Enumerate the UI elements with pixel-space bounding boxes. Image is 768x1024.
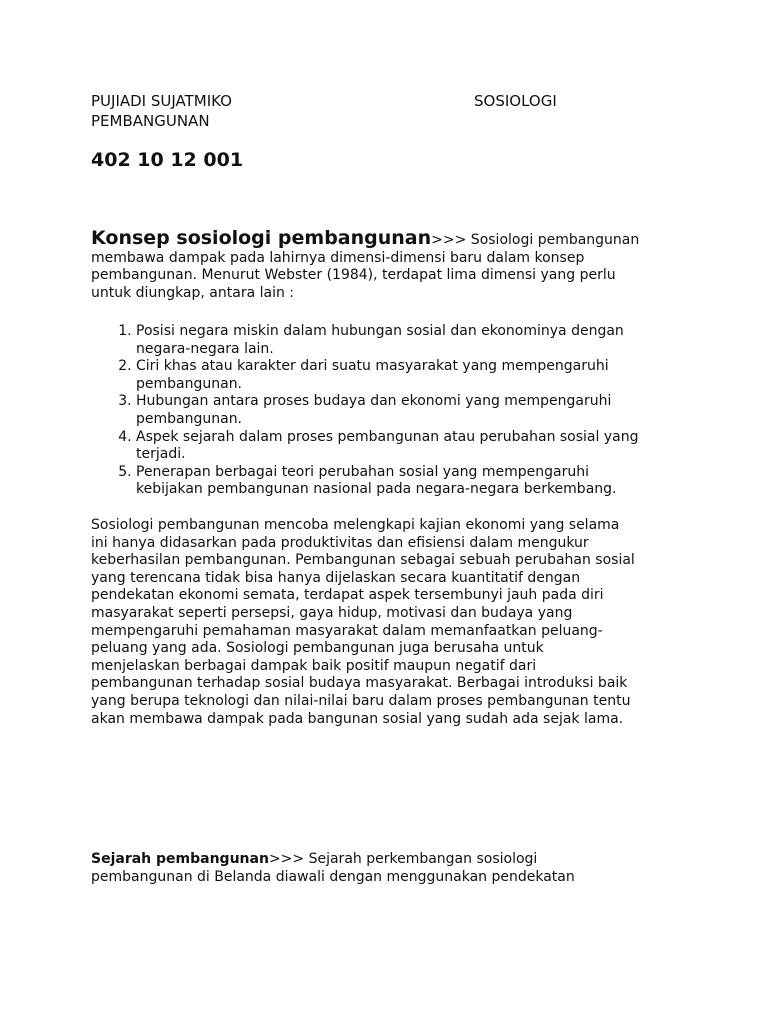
list-item-text: negara-negara lain. bbox=[136, 340, 274, 357]
body-paragraph bbox=[91, 517, 691, 728]
dimensions-list bbox=[91, 323, 691, 499]
paragraph-line: Sosiologi pembangunan mencoba melengkapi kajian ekonomi yang selama bbox=[91, 517, 620, 533]
paragraph-line: pembangunan di Belanda diawali dengan menggunakan pendekatan bbox=[91, 868, 575, 885]
heading-arrow: >>> bbox=[268, 851, 305, 867]
list-item bbox=[136, 358, 691, 393]
section-history bbox=[91, 851, 691, 886]
list-item bbox=[136, 393, 691, 428]
intro-line: membawa dampak pada lahirnya dimensi-dimensi baru dalam konsep bbox=[91, 249, 585, 266]
paragraph-line: yang berupa teknologi dan nilai-nilai baru dalam proses pembangunan tentu bbox=[91, 692, 631, 709]
list-item-text: Penerapan berbagai teori perubahan sosial yang mempengaruhi bbox=[136, 463, 589, 480]
list-item-text: pembangunan. bbox=[136, 410, 243, 427]
list-item bbox=[136, 429, 691, 464]
list-item-text: terjadi. bbox=[136, 446, 186, 463]
list-item bbox=[136, 464, 691, 499]
paragraph-line: peluang yang ada. Sosiologi pembangunan juga berusaha untuk bbox=[91, 640, 544, 657]
paragraph-line: akan membawa dampak pada bangunan sosial yang sudah ada sejak lama. bbox=[91, 710, 624, 727]
header-row bbox=[91, 92, 691, 110]
intro-line: pembangunan. Menurut Webster (1984), terdapat lima dimensi yang perlu bbox=[91, 267, 616, 284]
intro-line: Sosiologi pembangunan bbox=[466, 232, 640, 248]
list-item-text: Hubungan antara proses budaya dan ekonomi yang mempengaruhi bbox=[136, 393, 612, 410]
list-item-text: Posisi negara miskin dalam hubungan sosial dan ekonominya dengan bbox=[136, 323, 624, 339]
paragraph-line: Sejarah perkembangan sosiologi bbox=[304, 851, 538, 867]
list-item bbox=[136, 323, 691, 358]
list-item-text: pembangunan. bbox=[136, 375, 243, 392]
author-name: PUJIADI SUJATMIKO bbox=[91, 92, 232, 110]
student-id: 402 10 12 001 bbox=[91, 149, 244, 171]
section-heading: Konsep sosiologi pembangunan bbox=[91, 227, 432, 249]
paragraph-line: menjelaskan berbagai dampak baik positif maupun negatif dari bbox=[91, 657, 537, 674]
paragraph-line: pembangunan terhadap sosial budaya masyarakat. Berbagai introduksi baik bbox=[91, 675, 628, 692]
list-item-text: Aspek sejarah dalam proses pembangunan atau perubahan sosial yang bbox=[136, 428, 639, 445]
list-item-text: kebijakan pembangunan nasional pada negara-negara berkembang. bbox=[136, 481, 617, 498]
section-heading: Sejarah pembangunan bbox=[91, 851, 269, 867]
heading-arrow: >>> bbox=[431, 232, 467, 248]
paragraph-line: keberhasilan pembangunan. Pembangunan sebagai sebuah perubahan sosial bbox=[91, 552, 635, 569]
paragraph-line: yang terencana tidak bisa hanya dijelaskan secara kuantitatif dengan bbox=[91, 569, 581, 586]
section-heading-line bbox=[91, 227, 691, 250]
paragraph-line: ini hanya didasarkan pada produktivitas dan efisiensi dalam mengukur bbox=[91, 534, 589, 551]
paragraph-line: masyarakat seperti persepsi, gaya hidup, motivasi dan budaya yang bbox=[91, 604, 573, 621]
intro-line: untuk diungkap, antara lain : bbox=[91, 284, 295, 301]
section-concept bbox=[91, 227, 691, 302]
subject-title-part2: PEMBANGUNAN bbox=[91, 112, 210, 130]
paragraph-line: pendekatan ekonomi semata, terdapat aspek tersembunyi jauh pada diri bbox=[91, 587, 604, 604]
section-heading-line bbox=[91, 851, 691, 869]
list-item-text: Ciri khas atau karakter dari suatu masyarakat yang mempengaruhi bbox=[136, 358, 609, 375]
paragraph-line: mempengaruhi pemahaman masyarakat dalam memanfaatkan peluang- bbox=[91, 622, 603, 639]
subject-title-part1: SOSIOLOGI bbox=[474, 92, 557, 110]
